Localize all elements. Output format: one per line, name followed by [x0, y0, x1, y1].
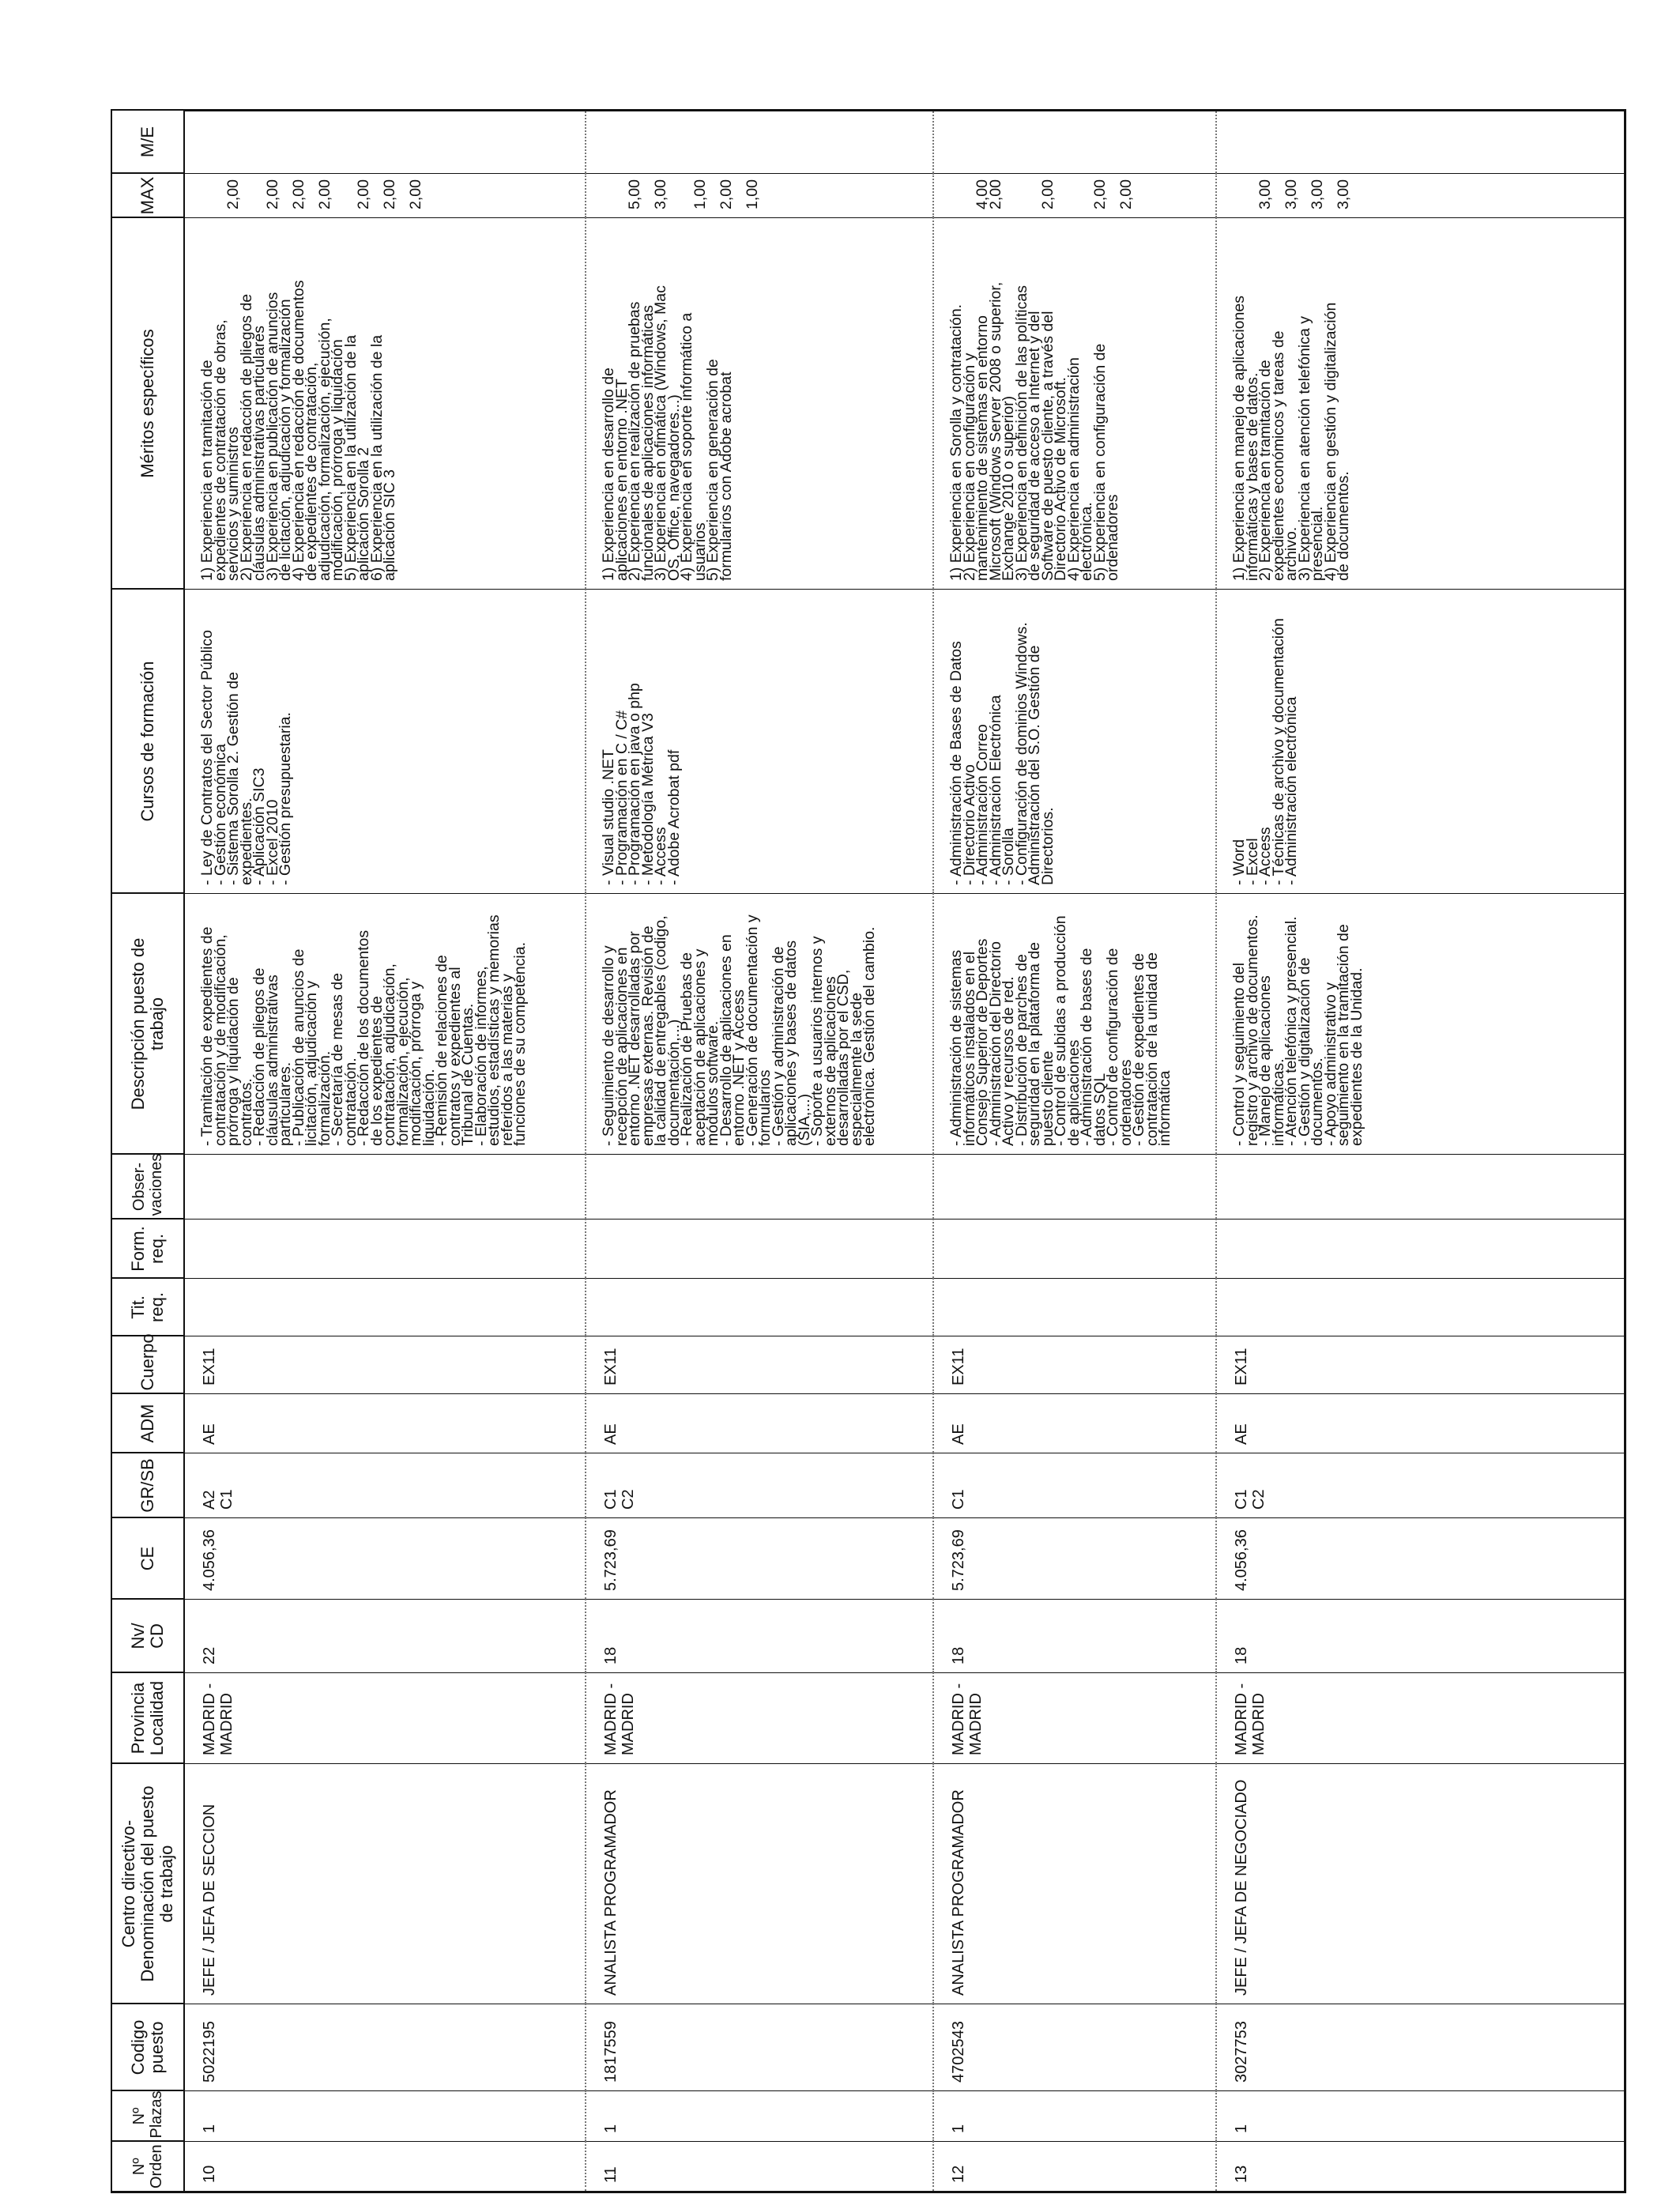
adm-cell: AE: [1216, 1394, 1625, 1453]
obs-cell: [586, 1155, 933, 1220]
header-codigo: Codigo puesto: [111, 2004, 184, 2091]
max-value: 3,00: [1283, 179, 1300, 209]
header-form: Form. req.: [111, 1220, 184, 1279]
max-value: 2,00: [1038, 179, 1057, 209]
descripcion-cell: - Tramitación de expedientes de contratación y de modificación, prórroga y liquidación de contratos. - Redacción de pliegos de cláusulas administrativas particulares. - Publicación de anuncios de licitación, adjudicación y formalización. - Secretaría de mesas de contratación. - Redacción de los documentos de los expedientes de contratación, adjudicación, formalización, ejecución, modificación, prórroga y liquidación. - Remisión de relaciones de contratos y expedientes al Tribunal de Cuentas. - Elaboración de informes, estudios, estadísticas y memorias referidos a las materias y funciones de su competencia.: [184, 894, 586, 1155]
denominacion-cell: JEFE / JEFA DE SECCION: [184, 1764, 586, 2004]
header-provincia: Provincia Localidad: [111, 1673, 184, 1764]
plazas-cell: 1: [933, 2091, 1216, 2142]
grupo-cell: C1: [933, 1453, 1216, 1518]
max-value: 5,00: [626, 179, 643, 209]
nivel-cell: 18: [586, 1600, 933, 1673]
header-me: M/E: [111, 111, 184, 174]
cuerpo-cell: EX11: [1216, 1336, 1625, 1394]
max-value: 2,00: [407, 179, 424, 209]
max-value: 3,00: [1309, 179, 1326, 209]
ce-cell: 5.723,69: [933, 1518, 1216, 1600]
adm-cell: AE: [933, 1394, 1216, 1453]
grupo-cell: A2 C1: [184, 1453, 586, 1518]
max-cell: [184, 174, 586, 218]
obs-cell: [1216, 1155, 1625, 1220]
provincia-cell: MADRID - MADRID: [1216, 1673, 1625, 1764]
plazas-cell: 1: [586, 2091, 933, 2142]
max-value: 3,00: [1335, 179, 1352, 209]
codigo-cell: 5022195: [184, 2004, 586, 2091]
meritos-cell: 1) Experiencia en desarrollo de aplicaciones en entorno .NET 2) Experiencia en realización de pruebas funcionales de aplicaciones informáticas 3) Experiencia en ofimática (Windows, Mac OS, Office, navegadores...) 4) Experiencia en soporte informático a usuarios 5) Experiencia en generación de formularios con Adobe acrobat: [586, 218, 933, 590]
ce-cell: 4.056,36: [1216, 1518, 1625, 1600]
max-value: 3,00: [652, 179, 669, 209]
form-cell: [933, 1220, 1216, 1279]
max-value: 1,00: [743, 179, 761, 209]
codigo-cell: 1817559: [586, 2004, 933, 2091]
max-value: 2,00: [263, 179, 281, 209]
header-descripcion: Descripción puesto de trabajo: [111, 894, 184, 1155]
me-cell: [184, 111, 586, 174]
denominacion-cell: ANALISTA PROGRAMADOR: [586, 1764, 933, 2004]
obs-cell: [184, 1155, 586, 1220]
max-value: 3,00: [1256, 179, 1274, 209]
orden-cell: 11: [586, 2142, 933, 2192]
cursos-cell: - Word - Excel - Access - Técnicas de archivo y documentación - Administración electrónica: [1216, 590, 1625, 894]
max-value: [1068, 179, 1081, 209]
provincia-cell: MADRID - MADRID: [586, 1673, 933, 1764]
header-tit: Tit. req.: [111, 1279, 184, 1336]
cuerpo-cell: EX11: [586, 1336, 933, 1394]
max-value: 2,00: [289, 179, 307, 209]
tit-cell: [586, 1279, 933, 1336]
max-value: 2,00: [986, 179, 1004, 209]
header-cuerpo: Cuerpo: [111, 1336, 184, 1394]
orden-cell: 10: [184, 2142, 586, 2192]
max-value: [1015, 179, 1029, 209]
provincia-cell: MADRID - MADRID: [933, 1673, 1216, 1764]
nivel-cell: 22: [184, 1600, 586, 1673]
adm-cell: AE: [184, 1394, 586, 1453]
adm-cell: AE: [586, 1394, 933, 1453]
ce-cell: 4.056,36: [184, 1518, 586, 1600]
cursos-cell: - Visual studio .NET - Programación en C / C# - Programación en java o php - Metodología Métrica V3 - Access - Adobe Acrobat pdf: [586, 590, 933, 894]
me-cell: [933, 111, 1216, 174]
table-row: [933, 111, 1216, 2192]
cursos-cell: - Ley de Contratos del Sector Público - Gestión económica - Sistema Sorolla 2. Gestión de expedientes. - Aplicación SIC3 - Excel 2010 - Gestión presupuestaria.: [184, 590, 586, 894]
tit-cell: [933, 1279, 1216, 1336]
plazas-cell: 1: [184, 2091, 586, 2142]
header-nivel: Nv/ CD: [111, 1600, 184, 1673]
header-ce: CE: [111, 1518, 184, 1600]
denominacion-cell: ANALISTA PROGRAMADOR: [933, 1764, 1216, 2004]
max-value: 2,00: [224, 179, 242, 209]
descripcion-cell: - Control y seguimiento del registro y archivo de documentos. - Manejo de aplicaciones informáticas. - Atención telefónica y presencial. - Gestión y digitalización de documentos. - Apoyo administrativo y seguimiento en la tramitación de expedientes de la Unidad.: [1216, 894, 1625, 1155]
plazas-cell: 1: [1216, 2091, 1625, 2142]
max-value: 2,00: [315, 179, 333, 209]
max-value: 1,00: [691, 179, 709, 209]
header-meritos: Méritos específicos: [111, 218, 184, 590]
max-cell: [1216, 174, 1625, 218]
form-cell: [586, 1220, 933, 1279]
max-cell: [586, 174, 933, 218]
denominacion-cell: JEFE / JEFA DE NEGOCIADO: [1216, 1764, 1625, 2004]
cuerpo-cell: EX11: [933, 1336, 1216, 1394]
codigo-cell: 4702543: [933, 2004, 1216, 2091]
job-positions-table: [111, 109, 1626, 2193]
max-value: 2,00: [1117, 179, 1135, 209]
meritos-cell: 1) Experiencia en manejo de aplicaciones informáticas y bases de datos. 2) Experiencia en tramitación de expedientes económicos y tareas de archivo. 3) Experiencia en atención telefónica y presencial. 4) Experiencia en gestión y digitalización de documentos.: [1216, 218, 1625, 590]
orden-cell: 12: [933, 2142, 1216, 2192]
orden-cell: 13: [1216, 2142, 1625, 2192]
nivel-cell: 18: [1216, 1600, 1625, 1673]
max-value: 2,00: [1090, 179, 1109, 209]
max-value: 2,00: [717, 179, 735, 209]
cuerpo-cell: EX11: [184, 1336, 586, 1394]
max-value: 2,00: [355, 179, 372, 209]
table-row: [184, 111, 586, 2192]
me-cell: [586, 111, 933, 174]
descripcion-cell: - Seguimiento de desarrollo y recepción de aplicaciones en entorno .NET desarrolladas por empresas externas. Revisión de la calidad de entregables (codigo, documentación,...) - Realización de Pruebas de aceptación de aplicaciones y módulos software. - Desarrollo de aplicaciones en entorno .NET y Access - Generación de documentación y formularios - Gestión y administración de aplicaciones y bases de datos (SIA,...) - Soporte a usuarios internos y externos de aplicaciones desarrolladas por el CSD, especialmente la sede electrónica. Gestión del cambio.: [586, 894, 933, 1155]
provincia-cell: MADRID - MADRID: [184, 1673, 586, 1764]
header-plazas: Nº Plazas: [111, 2091, 184, 2142]
header-adm: ADM: [111, 1394, 184, 1453]
form-cell: [184, 1220, 586, 1279]
nivel-cell: 18: [933, 1600, 1216, 1673]
tit-cell: [184, 1279, 586, 1336]
grupo-cell: C1 C2: [1216, 1453, 1625, 1518]
me-cell: [1216, 111, 1625, 174]
header-cursos: Cursos de formación: [111, 590, 184, 894]
table-row: [586, 111, 933, 2192]
header-orden: Nº Orden: [111, 2142, 184, 2192]
ce-cell: 5.723,69: [586, 1518, 933, 1600]
meritos-cell: 1) Experiencia en Sorolla y contratación. 2) Experiencia en configuración y mantenimiento de sistemas en entorno Microsoft (Windows Server 2008 o superior, Exchange 2010 o superior) 3) Experiencia en definición de las políticas de seguridad de acceso a Internet y del Software de puesto cliente, a través del Directorio Activo de Microsoft. 4) Experiencia en administración electrónica. 5) Experiencia en configuración de ordenadores: [933, 218, 1216, 590]
header-grupo: GR/SB: [111, 1453, 184, 1518]
rpt-table-page: [111, 111, 1620, 2193]
header-row: [111, 111, 184, 2192]
form-cell: [1216, 1220, 1625, 1279]
grupo-cell: C1 C2: [586, 1453, 933, 1518]
max-value: 4,00: [974, 179, 991, 209]
header-obs: Obser- vaciones: [111, 1155, 184, 1220]
header-centro: Centro directivo- Denominación del puesto de trabajo: [111, 1764, 184, 2004]
table-row: [1216, 111, 1625, 2192]
obs-cell: [933, 1155, 1216, 1220]
tit-cell: [1216, 1279, 1625, 1336]
cursos-cell: - Administración de Bases de Datos - Directorio Activo - Administración Correo - Administración Electrónica - Sorolla - Configuración de dominios Windows. Administración del S.O. Gestión de Directorios.: [933, 590, 1216, 894]
meritos-cell: 1) Experiencia en tramitación de expedientes de contratación de obras, servicios y suministros 2) Experiencia en redacción de pliegos de cláusulas administrativas particulares 3) Experiencia en publicación de anuncios de licitación, adjudicación y formalización 4) Experiencia en redacción de documentos de expedientes de contratación, adjudicación, formalización, ejecución, modificación, prórroga y liquidación 5) Experiencia en la utilización de la aplicación Sorolla 2 6) Experiencia en la utilización de la aplicación SIC 3: [184, 218, 586, 590]
codigo-cell: 3027753: [1216, 2004, 1625, 2091]
header-max: MAX: [111, 174, 184, 218]
descripcion-cell: - Administración de sistemas informáticos instalados en el Consejo Superior de Deportes - Administración del Directorio Activo y recursos de red. - Distribución de parches de seguridad en la plataforma de puesto cliente - Control de subidas a producción de aplicaciones - Administración de bases de datos SQL - Control de configuración de ordenadores - Gestión de expedientes de contratación de la unidad de informática: [933, 894, 1216, 1155]
max-value: 2,00: [381, 179, 398, 209]
max-cell: [933, 174, 1216, 218]
